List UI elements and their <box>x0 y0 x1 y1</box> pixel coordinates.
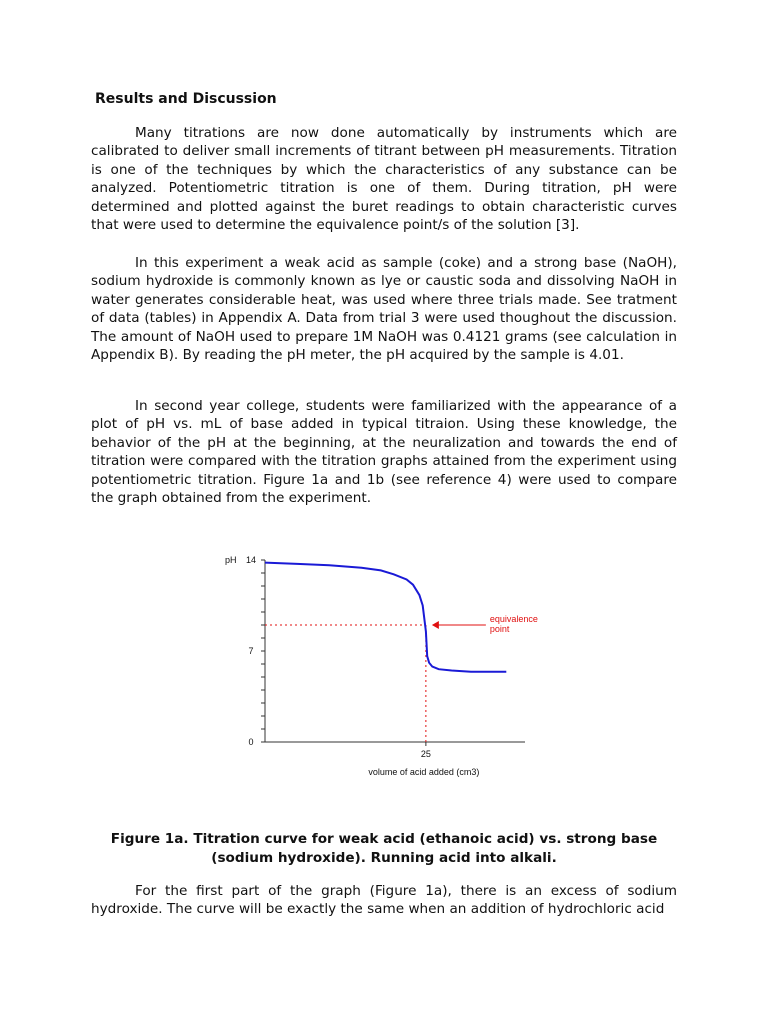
x-tick-label-25: 25 <box>420 749 431 759</box>
titration-curve <box>265 563 506 672</box>
section-heading: Results and Discussion <box>95 91 277 107</box>
paragraph-2: In this experiment a weak acid as sample (coke) and a strong base (NaOH), sodium hydroxide is commonly known as lye or caustic soda and dissolving NaOH in water generates considerable heat, was used where three trials made. See tratment of data (tables) in Appendix A. Data from trial 3 were used thoughout the discussion. The amount of NaOH used to prepare 1M NaOH was 0.4121 grams (see calculation in Appendix B). By reading the pH meter, the pH acquired by the sample is 4.01. <box>91 255 677 364</box>
equivalence-point-label <box>490 614 538 634</box>
chart-ticks <box>261 560 426 746</box>
equivalence-arrow-head <box>432 621 439 629</box>
y-tick-label-14: 14 <box>245 555 257 565</box>
annotation-line-1: equivalence <box>489 614 538 624</box>
y-tick-label-0: 0 <box>248 737 254 747</box>
y-tick-label-7: 7 <box>248 646 254 656</box>
chart-axes <box>265 560 525 742</box>
paragraph-3: In second year college, students were familiarized with the appearance of a plot of pH vs. mL of base added in typical titraion. Using these knowledge, the behavior of the pH at the beginning, at the neuralization and towards the end of titration were compared with the titration graphs attained from the experiment using potentiometric titration. Figure 1a and 1b (see reference 4) were used to compare the graph obtained from the experiment. <box>91 398 677 507</box>
x-axis-label-text: volume of acid added (cm3) <box>368 767 480 777</box>
paragraph-4: For the first part of the graph (Figure 1a), there is an excess of sodium hydroxide. The curve will be exactly the same when an addition of hydrochloric acid <box>91 883 677 918</box>
figure-caption: Figure 1a. Titration curve for weak acid (ethanoic acid) vs. strong base (sodium hydroxide). Running acid into alkali. <box>110 831 658 866</box>
equivalence-guides <box>265 621 486 742</box>
y-axis-label: pH <box>225 555 237 565</box>
titration-figure <box>215 550 545 795</box>
x-axis-label <box>368 767 479 777</box>
titration-chart <box>215 550 545 795</box>
curve-layer <box>265 563 506 672</box>
paragraph-1: Many titrations are now done automatically by instruments which are calibrated to deliver small increments of titrant between pH measurements. Titration is one of the techniques by which the characteristics of any substance can be analyzed. Potentiometric titration is one of them. During titration, pH were determined and plotted against the buret readings to obtain characteristic curves that were used to determine the equivalence point/s of the solution [3]. <box>91 125 677 234</box>
annotation-line-2: point <box>489 624 510 634</box>
